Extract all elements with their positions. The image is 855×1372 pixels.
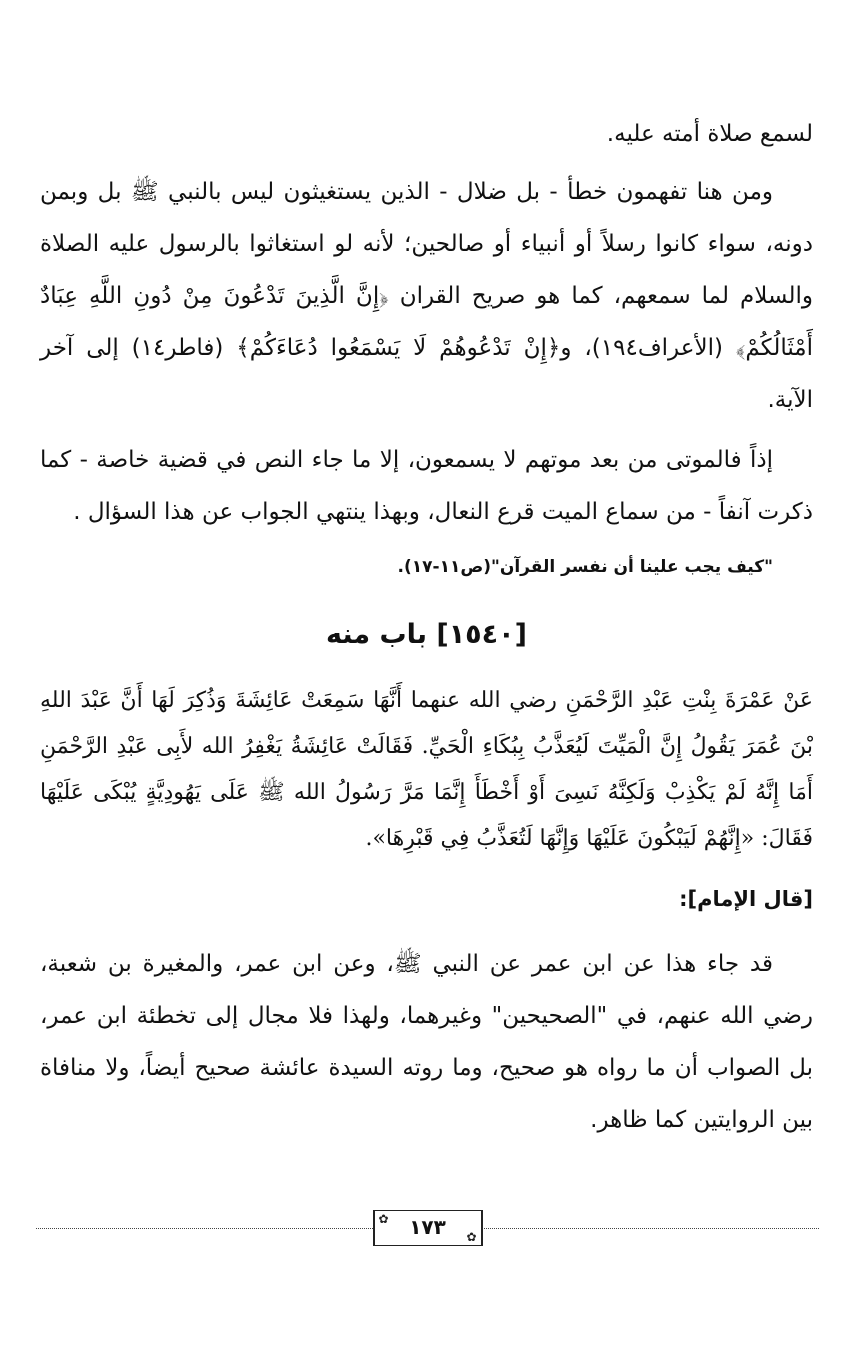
commentary-paragraph: قد جاء هذا عن ابن عمر عن النبي ﷺ، وعن ابن عمر، والمغيرة بن شعبة، رضي الله عنهم، في "الصحيحين" وغيرهما، ولهذا فلا مجال إلى تخطئة ابن عمر، بل الصواب أن ما رواه هو صحيح، وما روته السيدة عائشة صحيح أيضاً، ولا منافاة بين الروايتين كما ظاهر. xyxy=(40,951,813,1133)
ornament-icon: ✿ xyxy=(378,1212,389,1226)
chapter-heading: [١٥٤٠] باب منه xyxy=(326,619,527,650)
page-number-frame xyxy=(373,1210,483,1246)
page-footer xyxy=(36,1210,819,1250)
paragraph-continuation: لسمع صلاة أمته عليه. xyxy=(606,121,813,147)
paragraph-conclusion: إذاً فالموتى من بعد موتهم لا يسمعون، إلا ما جاء النص في قضية خاصة - كما ذكرت آنفاً - من سماع الميت قرع النعال، وبهذا ينتهي الجواب عن هذا السؤال . xyxy=(40,447,813,525)
page-number: ١٧٣ xyxy=(409,1215,446,1239)
hadith-text: عَنْ عَمْرَةَ بِنْتِ عَبْدِ الرَّحْمَنِ رضي الله عنهما أَنَّهَا سَمِعَتْ عَائِشَةَ وَذُكِرَ لَهَا أَنَّ عَبْدَ اللهِ بْنَ عُمَرَ يَقُولُ إِنَّ الْمَيِّتَ لَيُعَذَّبُ بِبُكَاءِ الْحَيِّ. فَقَالَتْ عَائِشَةُ يَغْفِرُ الله لأَبِى عَبْدِ الرَّحْمَنِ أَمَا إِنَّهُ لَمْ يَكْذِبْ وَلَكِنَّهُ نَسِىَ أَوْ أَخْطَأَ إِنَّمَا مَرَّ رَسُولُ الله ﷺ عَلَى يَهُودِيَّةٍ يُبْكَى عَلَيْهَا فَقَالَ: «إِنَّهُمْ لَيَبْكُونَ عَلَيْهَا وَإِنَّهَا لَتُعَذَّبُ فِي قَبْرِهَا». xyxy=(40,688,813,851)
source-citation: "كيف يجب علينا أن نفسر القرآن"(ص١١-١٧). xyxy=(397,557,773,577)
ornament-icon: ✿ xyxy=(466,1230,477,1244)
paragraph-istighatha: ومن هنا تفهمون خطأ - بل ضلال - الذين يستغيثون ليس بالنبي ﷺ بل وبمن دونه، سواء كانوا رسلاً أو أنبياء أو صالحين؛ لأنه لو استغاثوا بالرسول عليه الصلاة والسلام لما سمعهم، كما هو صريح القران ﴿إِنَّ الَّذِينَ تَدْعُونَ مِنْ دُونِ اللَّهِ عِبَادٌ أَمْثَالُكُمْ﴾ (الأعراف١٩٤)، و﴿إِنْ تَدْعُوهُمْ لَا يَسْمَعُوا دُعَاءَكُمْ﴾ (فاطر١٤) إلى آخر الآية. xyxy=(40,179,813,413)
imam-label: [قال الإمام]: xyxy=(679,887,813,911)
